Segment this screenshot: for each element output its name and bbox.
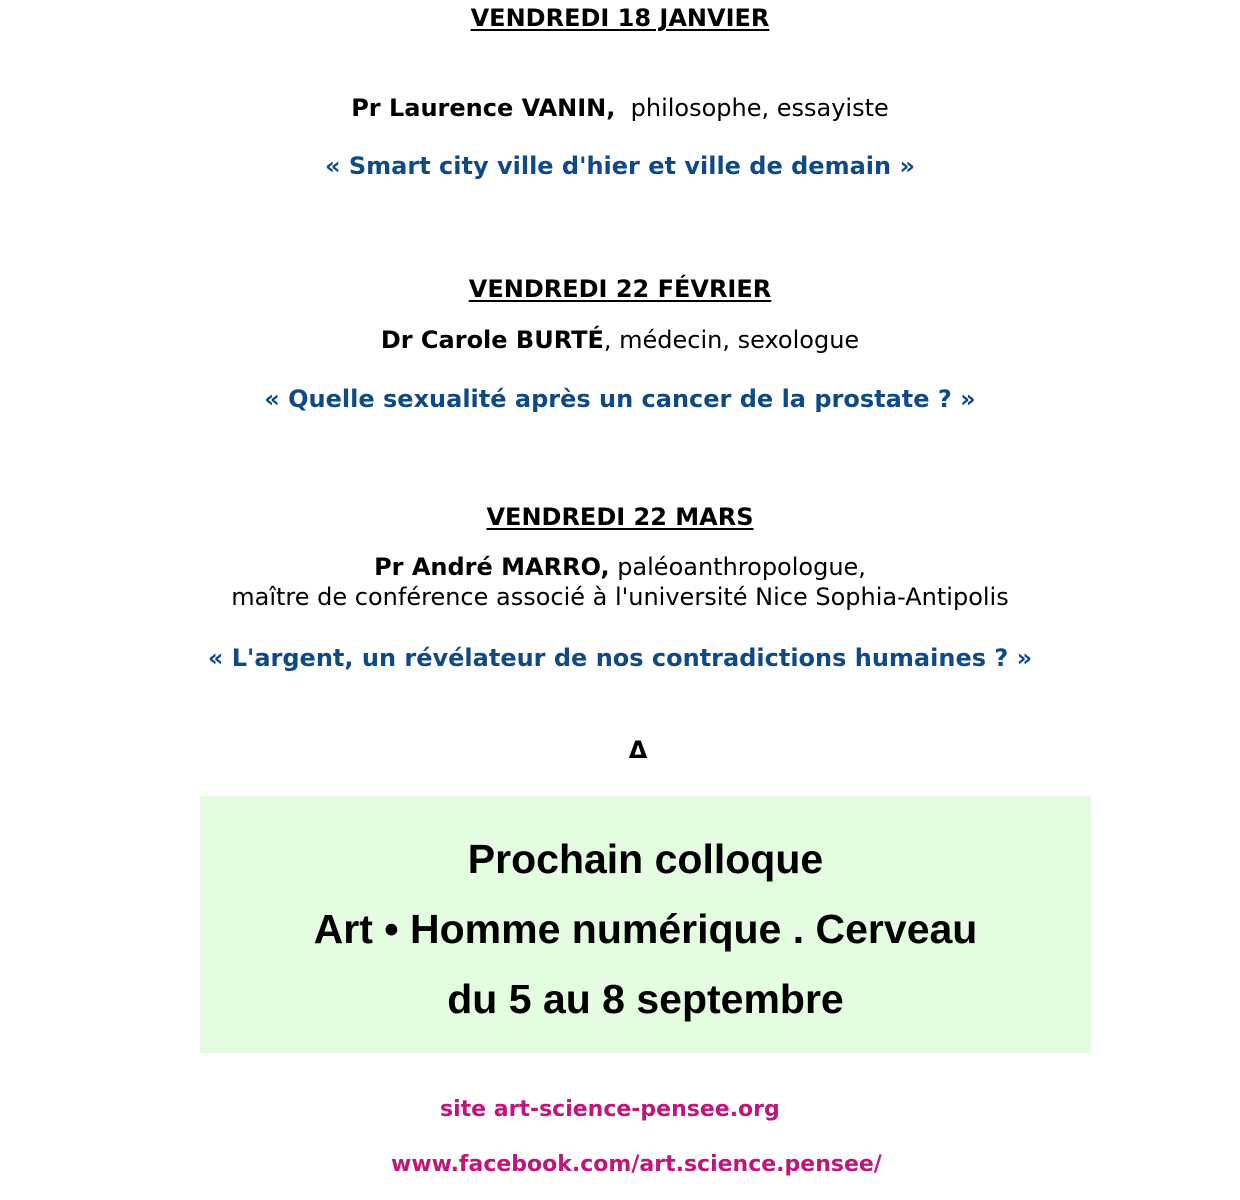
event-2-talk-title: « Quelle sexualité après un cancer de la prostate ? » [264,385,976,413]
event-3-speaker-affiliation: maître de conférence associé à l'université Nice Sophia-Antipolis [231,583,1009,611]
event-2-speaker-role: , médecin, sexologue [603,326,860,354]
event-1-speaker [0,96,1240,120]
site-link[interactable]: site art-science-pensee.org [440,1097,780,1122]
event-3-speaker-name: Pr André MARRO, [374,553,610,581]
event-1-speaker-role: philosophe, essayiste [615,94,889,122]
delta-separator: Δ [628,736,648,764]
event-2-speaker [0,328,1240,352]
event-3-speaker-role: paléoanthropologue, [609,553,866,581]
event-1-speaker-name: Pr Laurence VANIN, [351,94,616,122]
colloque-title: Prochain colloque [467,836,824,882]
event-3-date: VENDREDI 22 MARS [486,503,754,531]
colloque-banner [200,796,1091,1053]
event-1-talk-title: « Smart city ville d'hier et ville de demain » [325,152,915,180]
event-2-date: VENDREDI 22 FÉVRIER [468,275,772,303]
event-3-speaker [0,555,1240,579]
event-1-date: VENDREDI 18 JANVIER [470,4,770,32]
facebook-link[interactable]: www.facebook.com/art.science.pensee/ [391,1152,882,1177]
event-2-speaker-name: Dr Carole BURTÉ [380,326,604,354]
colloque-dates: du 5 au 8 septembre [447,976,844,1022]
colloque-themes: Art • Homme numérique . Cerveau [313,906,978,952]
event-3-talk-title: « L'argent, un révélateur de nos contradictions humaines ? » [207,644,1033,672]
